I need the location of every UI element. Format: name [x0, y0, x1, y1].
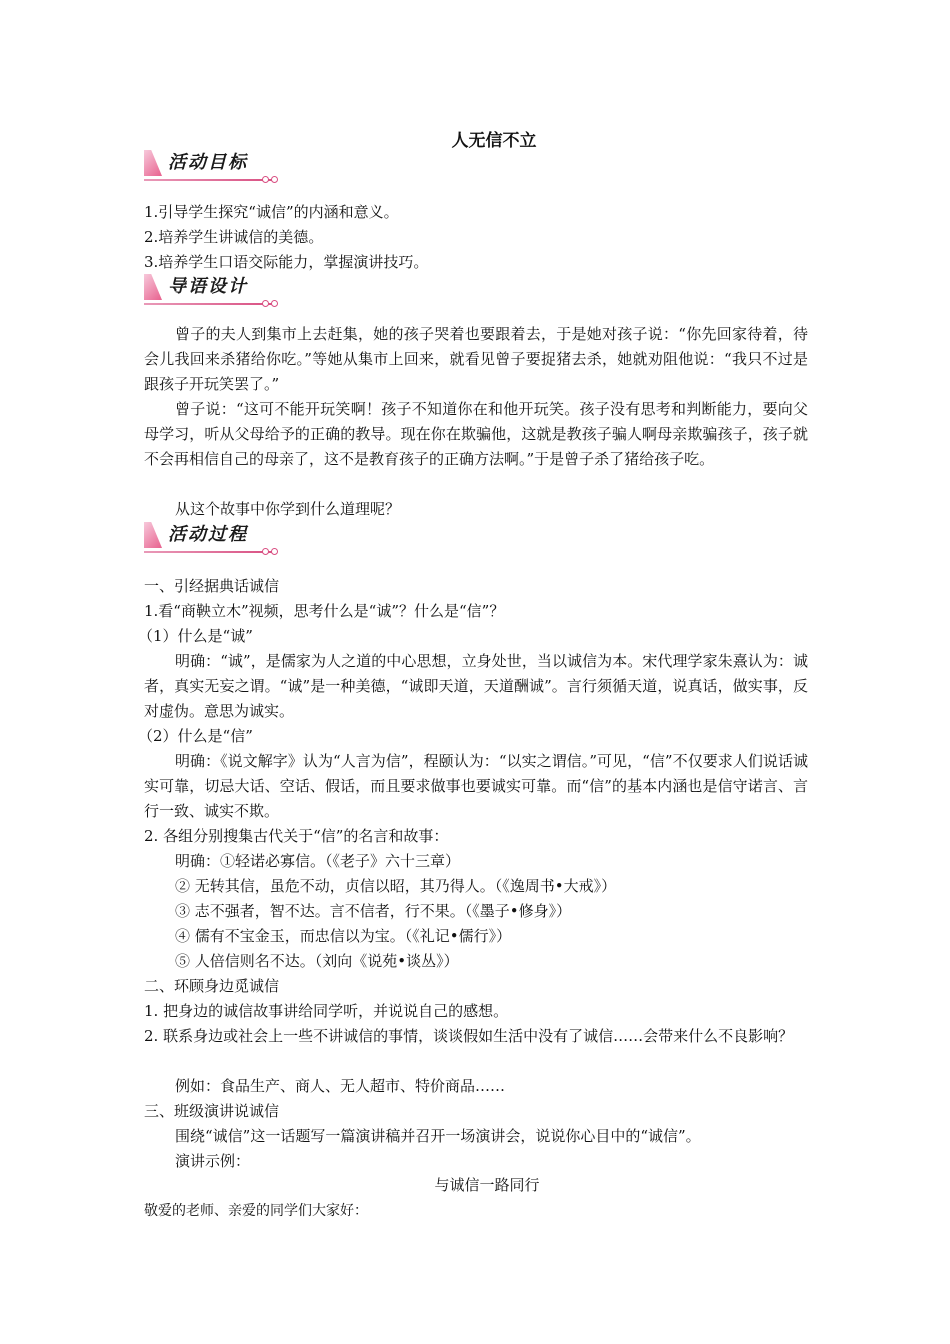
process-item: 围绕“诚信”这一话题写一篇演讲稿并召开一场演讲会，说说你心目中的“诚信”。 — [175, 1127, 701, 1145]
intro-paragraph: 曾子说：“这可不能开玩笑啊！孩子不知道你在和他开玩笑。孩子没有思考和判断能力，要向父母学习，听从父母给予的正确的教导。现在你在欺骗他，这就是教孩子骗人啊母亲欺骗孩子，孩子就不会再相信自己的母亲了，这不是教育孩子的正确方法啊。”于是曾子杀了猪给孩子吃。 — [144, 400, 808, 468]
quote-item: ④ 儒有不宝金玉，而忠信以为宝。（《礼记•儒行》） — [175, 927, 512, 945]
section-header-process — [144, 520, 284, 556]
goal-item: 3.培养学生口语交际能力，掌握演讲技巧。 — [144, 253, 429, 271]
section-header-intro — [144, 272, 284, 308]
section-underline — [144, 303, 274, 305]
dot-icon — [271, 300, 278, 307]
intro-paragraph: 曾子的夫人到集市上去赶集，她的孩子哭着也要跟着去，于是她对孩子说：“你先回家待着，待会儿我回来杀猪给你吃。”等她从集市上回来，就看见曾子要捉猪去杀，她就劝阻他说：“我只不过是跟孩子开玩笑罢了。” — [144, 325, 808, 393]
page-title: 人无信不立 — [451, 131, 537, 151]
goal-item: 2.培养学生讲诚信的美德。 — [144, 228, 324, 246]
quote-item: ③ 志不强者，智不达。言不信者，行不果。（《墨子•修身》） — [175, 902, 572, 920]
speech-title: 与诚信一路同行 — [434, 1176, 540, 1194]
dot-icon — [262, 548, 269, 555]
section-marker-icon — [144, 150, 162, 176]
dot-icon — [271, 176, 278, 183]
section-marker-icon — [144, 522, 162, 548]
goal-item: 1.引导学生探究“诚信”的内涵和意义。 — [144, 203, 399, 221]
process-heading: 一、引经据典话诚信 — [144, 577, 280, 595]
process-question: 2. 各组分别搜集古代关于“信”的名言和故事： — [144, 827, 449, 845]
process-answer: 明确：《说文解字》认为“人言为信”，程颐认为：“以实之谓信。”可见，“信”不仅要求人们说话诚实可靠，切忌大话、空话、假话，而且要求做事也要诚实可靠。而“信”的基本内涵也是信守诺言、言行一致、诚实不欺。 — [144, 752, 808, 820]
process-item: 演讲示例： — [175, 1152, 251, 1170]
section-header-goal — [144, 148, 284, 184]
dot-icon — [262, 176, 269, 183]
intro-paragraph: 从这个故事中你学到什么道理呢？ — [175, 500, 401, 518]
section-label: 导语设计 — [168, 276, 248, 297]
quote-item: ② 无转其信，虽危不动，贞信以昭，其乃得人。（《逸周书•大戒》） — [175, 877, 617, 895]
section-underline — [144, 551, 274, 553]
process-answer: 明确：“诚”，是儒家为人之道的中心思想，立身处世，当以诚信为本。宋代理学家朱熹认为：诚者，真实无妄之谓。“诚”是一种美德，“诚即天道，天道酬诚”。言行须循天道，说真话，做实事，反对虚伪。意思为诚实。 — [144, 652, 808, 720]
process-heading: 二、环顾身边觅诚信 — [144, 977, 280, 995]
process-subquestion: （2）什么是“信” — [138, 727, 253, 745]
section-label: 活动过程 — [168, 524, 248, 545]
section-label: 活动目标 — [168, 152, 248, 173]
section-underline — [144, 179, 274, 181]
process-heading: 三、班级演讲说诚信 — [144, 1102, 280, 1120]
process-subquestion: （1）什么是“诚” — [138, 627, 253, 645]
quote-item: 明确：①轻诺必寡信。（《老子》六十三章） — [175, 852, 461, 870]
speech-greeting: 敬爱的老师、亲爱的同学们大家好： — [144, 1203, 368, 1219]
dot-icon — [262, 300, 269, 307]
quote-item: ⑤ 人倍信则名不达。（刘向《说苑•谈丛》） — [175, 952, 459, 970]
process-item: 2. 联系身边或社会上一些不讲诚信的事情，谈谈假如生活中没有了诚信……会带来什么不良影响？ — [144, 1027, 794, 1045]
dot-icon — [271, 548, 278, 555]
process-item: 1. 把身边的诚信故事讲给同学听，并说说自己的感想。 — [144, 1002, 509, 1020]
process-question: 1.看“商鞅立木”视频，思考什么是“诚”？什么是“信”？ — [144, 602, 505, 620]
process-example: 例如：食品生产、商人、无人超市、特价商品…… — [175, 1077, 506, 1095]
section-marker-icon — [144, 274, 162, 300]
